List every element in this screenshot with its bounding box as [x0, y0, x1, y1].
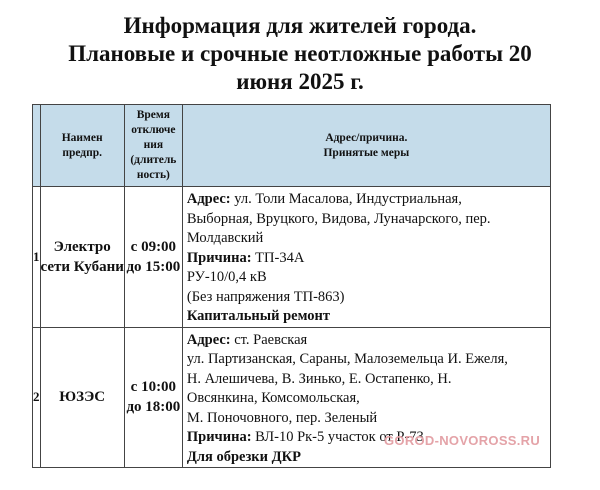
row-time: с 09:00 до 15:00	[124, 187, 182, 328]
row-time: с 10:00 до 18:00	[124, 327, 182, 468]
row-address: Адрес: ул. Толи Масалова, Индустриальная, Выборная, Вруцкого, Видова, Луначарского, пер. Молдавский Причина: ТП-34А РУ-10/0,4 кВ (Без напряжения ТП-863) Капитальный ремонт	[182, 187, 550, 328]
row-org: Электро сети Кубани	[40, 187, 124, 328]
reason-label: Причина:	[186, 249, 252, 266]
watermark: GOROD-NOVOROSS.RU	[384, 433, 541, 448]
outage-table	[32, 104, 551, 468]
page-title	[0, 12, 600, 96]
header-org: Наимен предпр.	[40, 105, 124, 187]
title-line-1: Информация для жителей города.	[123, 13, 477, 38]
title-line-2: Плановые и срочные неотложные работы 20	[68, 41, 532, 66]
header-num	[33, 105, 41, 187]
row-address: Адрес: ст. Раевская ул. Партизанская, Сараны, Малоземельца И. Ежеля, Н. Алешичева, В. Зинько, Е. Остапенко, Н. Овсянкина, Комсомольская, М. Поночовного, пер. Зеленый Причина: ВЛ-10 Рк-5 участок от Р-73 Для обрезки ДКР	[182, 327, 550, 468]
reason-label: Причина:	[186, 429, 252, 445]
row-org: ЮЗЭС	[40, 327, 124, 468]
address-label: Адрес:	[186, 191, 231, 207]
address-label: Адрес:	[186, 331, 231, 348]
table-header-row	[33, 105, 551, 187]
measure-text: Для обрезки ДКР	[186, 448, 301, 465]
measure-text: Капитальный ремонт	[186, 308, 330, 324]
table-row	[33, 187, 551, 328]
row-number: 1	[33, 187, 41, 328]
header-address: Адрес/причина. Принятые меры	[182, 105, 550, 187]
row-number: 2	[33, 327, 41, 468]
header-time: Время отключе ния (длитель ность)	[124, 105, 182, 187]
title-line-3: июня 2025 г.	[236, 69, 364, 94]
